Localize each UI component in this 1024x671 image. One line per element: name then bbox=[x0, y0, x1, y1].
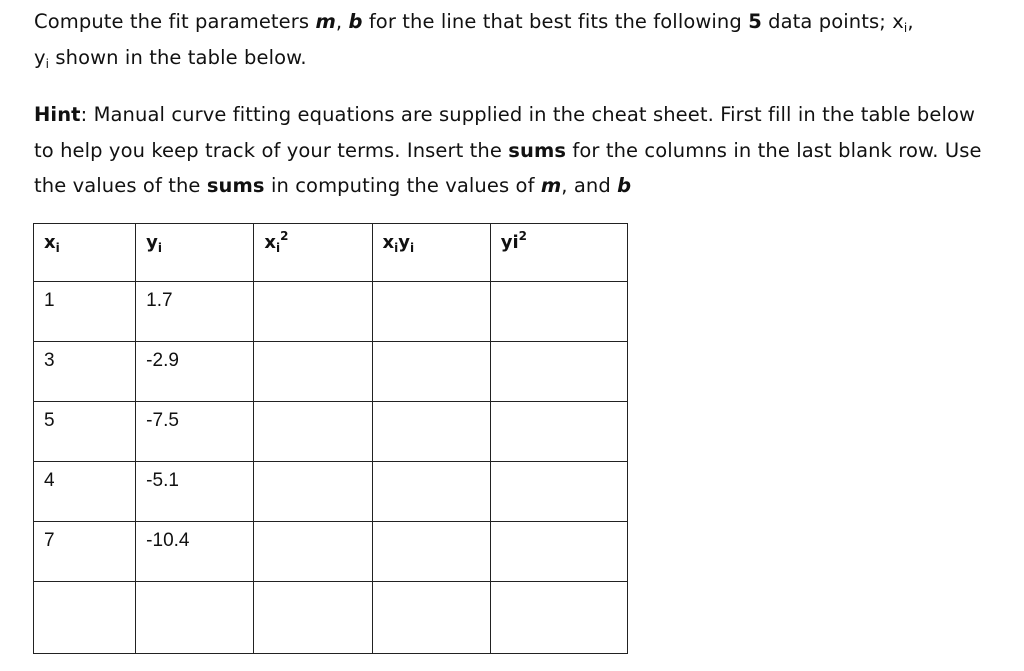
cell-y-squared[interactable] bbox=[490, 342, 627, 402]
sum-y-squared[interactable] bbox=[490, 582, 627, 654]
table-row bbox=[34, 282, 628, 342]
table-row bbox=[34, 342, 628, 402]
cell-xy[interactable] bbox=[372, 402, 490, 462]
problem-statement bbox=[34, 4, 994, 75]
cell-xy[interactable] bbox=[372, 282, 490, 342]
hint-sums: sums bbox=[508, 138, 567, 162]
subscript: i bbox=[45, 56, 50, 71]
param-m: m bbox=[540, 174, 562, 197]
hint-sums: sums bbox=[206, 174, 265, 197]
cell-x: 3 bbox=[34, 342, 136, 402]
header-xy: $x_iy_i$ bbox=[372, 224, 490, 282]
problem-text: shown in the table below. bbox=[49, 45, 307, 69]
cell-x-squared[interactable] bbox=[254, 522, 372, 582]
table-row bbox=[34, 522, 628, 582]
param-m: m bbox=[315, 10, 336, 33]
hint-text: , and bbox=[561, 174, 618, 197]
hint-text: : Manual curve fitting equations are supplied in the cheat sheet. First fill in the table below to help you keep track of your terms. Insert the bbox=[34, 103, 976, 162]
subscript: i bbox=[903, 21, 908, 35]
hint-text: in computing the values of bbox=[264, 174, 541, 197]
cell-y: -2.9 bbox=[136, 342, 254, 402]
cell-xy[interactable] bbox=[372, 462, 490, 522]
cell-y-squared[interactable] bbox=[490, 462, 627, 522]
problem-text: , bbox=[335, 10, 349, 33]
header-y-squared: $yi^2$ bbox=[490, 224, 627, 282]
cell-y: 1.7 bbox=[136, 282, 254, 342]
data-table bbox=[33, 223, 628, 654]
cell-x-squared[interactable] bbox=[254, 462, 372, 522]
problem-text: , bbox=[907, 10, 914, 33]
header-x-squared: $x_i^2$ bbox=[254, 224, 372, 282]
table-row bbox=[34, 462, 628, 522]
table-header-row bbox=[34, 224, 628, 282]
cell-x-squared[interactable] bbox=[254, 342, 372, 402]
cell-x: 1 bbox=[34, 282, 136, 342]
cell-y: -5.1 bbox=[136, 462, 254, 522]
hint-label: Hint bbox=[34, 103, 81, 126]
param-b: b bbox=[617, 174, 632, 197]
problem-text: for the line that best fits the following bbox=[362, 10, 749, 33]
cell-xy[interactable] bbox=[372, 522, 490, 582]
param-b: b bbox=[348, 10, 363, 33]
hint-paragraph bbox=[34, 97, 994, 204]
cell-y: -10.4 bbox=[136, 522, 254, 582]
cell-xy[interactable] bbox=[372, 342, 490, 402]
cell-x-squared[interactable] bbox=[254, 402, 372, 462]
cell-y-squared[interactable] bbox=[490, 402, 627, 462]
cell-y-squared[interactable] bbox=[490, 282, 627, 342]
sums-row bbox=[34, 582, 628, 654]
hint-text: for the columns in the last blank row. Use the values of the bbox=[34, 138, 982, 197]
header-y: $y_i$ bbox=[136, 224, 254, 282]
sum-x-squared[interactable] bbox=[254, 582, 372, 654]
sum-xy[interactable] bbox=[372, 582, 490, 654]
header-x: $x_i$ bbox=[34, 224, 136, 282]
cell-x: 5 bbox=[34, 402, 136, 462]
cell-x: 4 bbox=[34, 462, 136, 522]
cell-x: 7 bbox=[34, 522, 136, 582]
cell-y: -7.5 bbox=[136, 402, 254, 462]
cell-y-squared[interactable] bbox=[490, 522, 627, 582]
cell-x-squared[interactable] bbox=[254, 282, 372, 342]
sum-x[interactable] bbox=[34, 582, 136, 654]
sum-y[interactable] bbox=[136, 582, 254, 654]
problem-text: y bbox=[34, 45, 46, 69]
point-count: 5 bbox=[748, 10, 762, 33]
table-row bbox=[34, 402, 628, 462]
problem-text: data points; x bbox=[761, 10, 904, 33]
problem-text: Compute the fit parameters bbox=[34, 10, 316, 33]
